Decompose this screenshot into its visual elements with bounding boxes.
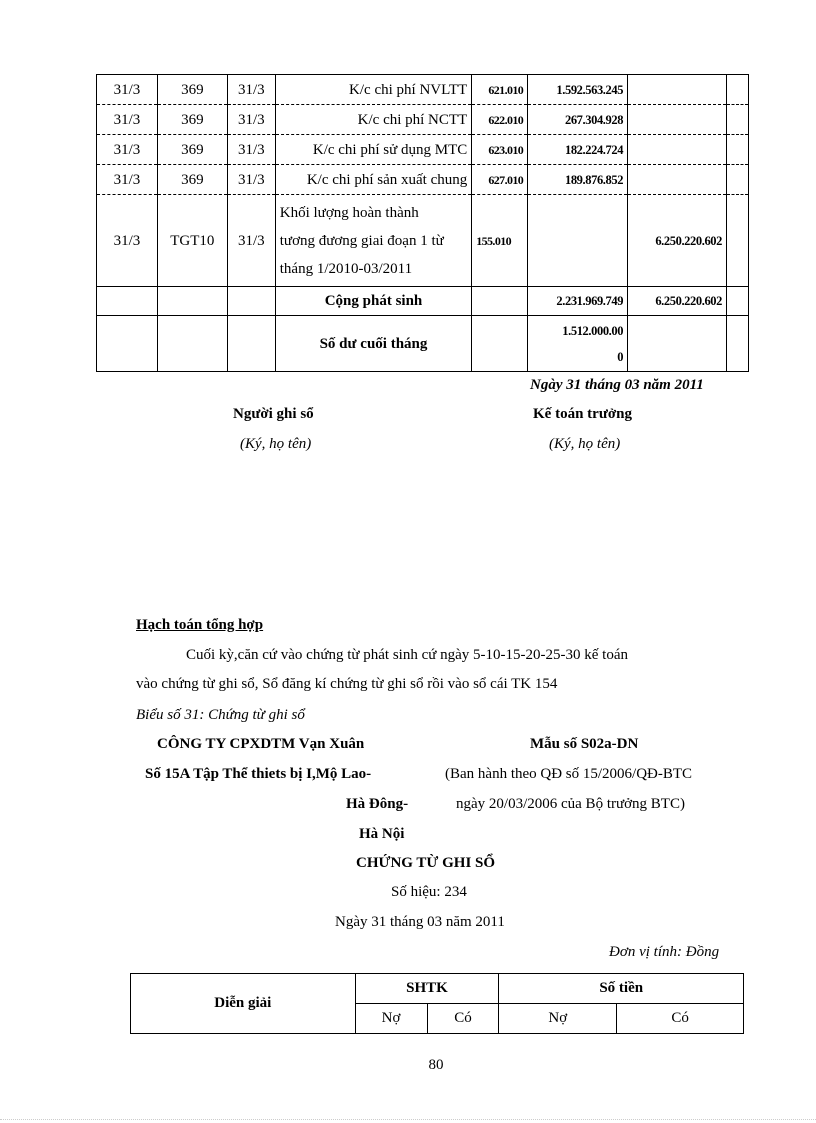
closing-debit <box>528 316 628 372</box>
debit-cell: 189.876.852 <box>528 165 628 195</box>
blank-cell <box>727 195 749 287</box>
blank-cell <box>472 287 528 316</box>
blank-cell <box>97 287 158 316</box>
signing-date: Ngày 31 tháng 03 năm 2011 <box>530 377 704 393</box>
voucher-date-cell: 31/3 <box>227 195 275 287</box>
voucher-date-cell: 31/3 <box>227 75 275 105</box>
form-number: Mẫu số S02a-DN <box>530 736 639 752</box>
description-cell: K/c chi phí sản xuất chung <box>275 165 471 195</box>
description-line: tương đương giai đoạn 1 từ <box>279 232 444 249</box>
table-row <box>97 165 749 195</box>
date-cell: 31/3 <box>97 135 158 165</box>
column-amount-debit: Nợ <box>499 1004 617 1034</box>
debit-cell <box>528 195 628 287</box>
blank-cell <box>157 316 227 372</box>
column-shtk-debit: Nợ <box>355 1004 427 1034</box>
voucher-number: Số hiệu: 234 <box>391 884 467 900</box>
total-label: Cộng phát sinh <box>275 287 471 316</box>
closing-debit-line: 1.512.000.00 <box>562 323 624 338</box>
company-name: CÔNG TY CPXDTM Vạn Xuân <box>157 736 365 752</box>
column-amount-credit: Có <box>617 1004 744 1034</box>
debit-cell: 182.224.724 <box>528 135 628 165</box>
voucher-date-cell: 31/3 <box>227 135 275 165</box>
date-cell: 31/3 <box>97 165 158 195</box>
blank-cell <box>727 287 749 316</box>
section-title: Hạch toán tổng hợp <box>136 617 264 633</box>
credit-cell: 6.250.220.602 <box>628 195 727 287</box>
voucher-date-cell: 31/3 <box>227 165 275 195</box>
blank-cell <box>157 287 227 316</box>
closing-label: Số dư cuối tháng <box>275 316 471 372</box>
decree-line2: ngày 20/03/2006 của Bộ trưởng BTC) <box>456 796 685 812</box>
paragraph-line: vào chứng từ ghi sổ, Sổ đăng kí chứng từ ghi sổ rồi vào sổ cái TK 154 <box>136 676 558 692</box>
total-row <box>97 287 749 316</box>
voucher-number-cell: 369 <box>157 135 227 165</box>
account-cell: 155.010 <box>472 195 528 287</box>
date-cell: 31/3 <box>97 105 158 135</box>
total-debit: 2.231.969.749 <box>528 287 628 316</box>
closing-debit-line: 0 <box>617 349 624 364</box>
blank-cell <box>727 75 749 105</box>
voucher-table <box>130 973 744 1034</box>
voucher-number-cell: 369 <box>157 75 227 105</box>
blank-cell <box>227 287 275 316</box>
description-cell: K/c chi phí NVLTT <box>275 75 471 105</box>
blank-cell <box>727 105 749 135</box>
credit-cell <box>628 75 727 105</box>
debit-cell: 1.592.563.245 <box>528 75 628 105</box>
figure-caption: Biểu số 31: Chứng từ ghi sổ <box>136 707 305 723</box>
column-amount: Số tiền <box>499 974 744 1004</box>
company-address-line1: Số 15A Tập Thể thiets bị I,Mộ Lao- <box>145 766 372 782</box>
column-shtk: SHTK <box>355 974 499 1004</box>
company-address-line3: Hà Nội <box>359 826 405 842</box>
blank-cell <box>727 135 749 165</box>
table-header-row <box>131 974 744 1004</box>
company-address-line2: Hà Đông- <box>346 796 409 812</box>
ledger-table <box>96 74 749 372</box>
table-row <box>97 105 749 135</box>
recorder-title: Người ghi sổ <box>233 406 314 422</box>
account-cell: 627.010 <box>472 165 528 195</box>
page-footer-divider <box>0 1119 816 1120</box>
table-row <box>97 135 749 165</box>
voucher-title: CHỨNG TỪ GHI SỔ <box>356 855 496 871</box>
date-cell: 31/3 <box>97 75 158 105</box>
account-cell: 622.010 <box>472 105 528 135</box>
currency-unit: Đơn vị tính: Đồng <box>609 944 720 960</box>
credit-cell <box>628 135 727 165</box>
recorder-sign-note: (Ký, họ tên) <box>240 436 312 452</box>
blank-cell <box>227 316 275 372</box>
voucher-date: Ngày 31 tháng 03 năm 2011 <box>335 914 505 930</box>
blank-cell <box>727 316 749 372</box>
description-line: tháng 1/2010-03/2011 <box>279 260 413 277</box>
account-cell: 623.010 <box>472 135 528 165</box>
debit-cell: 267.304.928 <box>528 105 628 135</box>
voucher-number-cell: 369 <box>157 105 227 135</box>
voucher-number-cell: TGT10 <box>157 195 227 287</box>
blank-cell <box>472 316 528 372</box>
blank-cell <box>97 316 158 372</box>
blank-cell <box>628 316 727 372</box>
total-credit: 6.250.220.602 <box>628 287 727 316</box>
credit-cell <box>628 105 727 135</box>
section-paragraph <box>136 641 742 699</box>
column-description: Diễn giải <box>131 974 356 1034</box>
column-shtk-credit: Có <box>427 1004 499 1034</box>
table-row <box>97 195 749 287</box>
chief-accountant-sign-note: (Ký, họ tên) <box>549 436 621 452</box>
closing-balance-row <box>97 316 749 372</box>
decree-line1: (Ban hành theo QĐ số 15/2006/QĐ-BTC <box>445 766 693 782</box>
description-cell: K/c chi phí NCTT <box>275 105 471 135</box>
description-cell <box>275 195 471 287</box>
credit-cell <box>628 165 727 195</box>
voucher-date-cell: 31/3 <box>227 105 275 135</box>
chief-accountant-title: Kế toán trưởng <box>533 406 632 422</box>
blank-cell <box>727 165 749 195</box>
table-row <box>97 75 749 105</box>
paragraph-line: Cuối kỳ,căn cứ vào chứng từ phát sinh cứ ngày 5-10-15-20-25-30 kế toán <box>186 647 629 663</box>
voucher-number-cell: 369 <box>157 165 227 195</box>
page-number: 80 <box>428 1057 444 1073</box>
description-line: Khối lượng hoàn thành <box>279 204 419 221</box>
description-cell: K/c chi phí sử dụng MTC <box>275 135 471 165</box>
account-cell: 621.010 <box>472 75 528 105</box>
date-cell: 31/3 <box>97 195 158 287</box>
